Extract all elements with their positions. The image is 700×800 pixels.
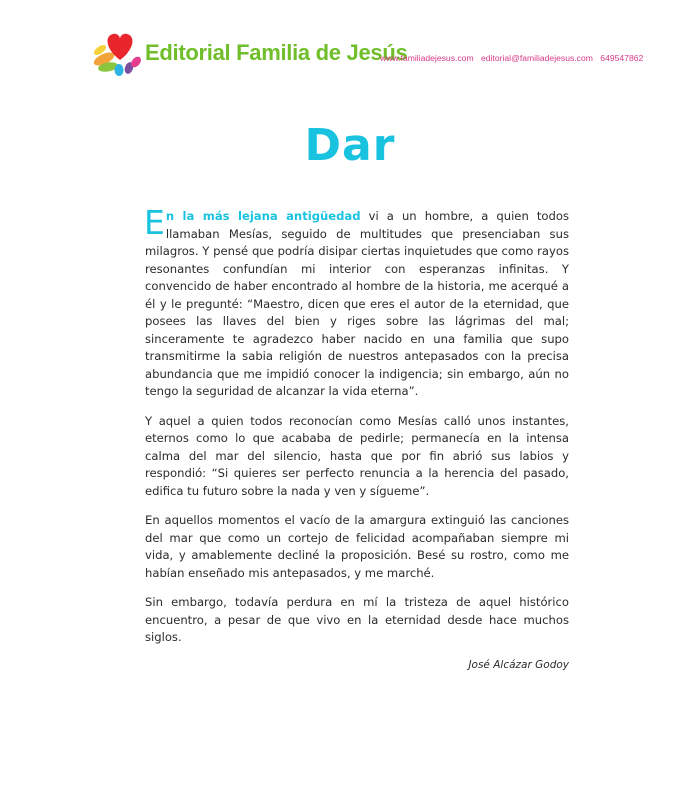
heart-hands-logo-icon [92,26,144,76]
paragraph-3: En aquellos momentos el vacío de la amargura extinguió las canciones del mar que como un cortejo de felicidad acompañaban siempre mi vida, y amablemente decliné la proposición. Besé su rostro, como me habían enseñado mis antepasados, y me marché. [145,513,569,580]
publisher-header [92,26,644,76]
contact-info [380,53,648,63]
drop-cap: E [144,203,165,242]
email-link[interactable]: editorial@familiadejesus.com [481,53,593,63]
paragraph-4: Sin embargo, todavía perdura en mí la tristeza de aquel histórico encuentro, a pesar de que vivo en la eternidad desde hace muchos siglos. [145,595,569,644]
publisher-name: Editorial Familia de Jesús [145,40,408,65]
lead-phrase: n la más lejana antigüedad [165,209,361,223]
paragraph-1 [144,203,569,401]
page-title: Dar [304,120,396,171]
story-body [144,203,569,671]
phone-number: 649547862 [600,53,644,63]
website-link[interactable]: www.familiadejesus.com [380,53,474,63]
paragraph-1-text: vi a un hombre, a quien todos llamaban Mesías, seguido de multitudes que presenciaban sus milagros. Y pensé que podría disipar ciertas inquietudes que como rayos resonantes confundían mi interior con esperanzas infinitas. Y convencido de haber encontrado al hombre de la historia, me acerqué a él y le pregunté: “Maestro, dicen que eres el autor de la eternidad, que posees las llaves del bien y riges sobre las lágrimas del mal; sinceramente te agradezco haber nacido en una familia que supo transmitirme la sabia religión de nuestros antepasados con la precisa abundancia que me impidió conocer la indigencia; sin embargo, aún no tengo la seguridad de alcanzar la vida eterna”. [145,209,569,398]
paragraph-2: Y aquel a quien todos reconocían como Mesías calló unos instantes, eternos como lo que acababa de pedirle; permanecía en la intensa calma del mar del silencio, hasta que por fin abrió sus labios y respondió: “Si quieres ser perfecto renuncia a la herencia del pasado, edifica tu futuro sobre la nada y ven y sígueme”. [145,413,569,498]
author-signature: José Alcázar Godoy [468,658,569,671]
